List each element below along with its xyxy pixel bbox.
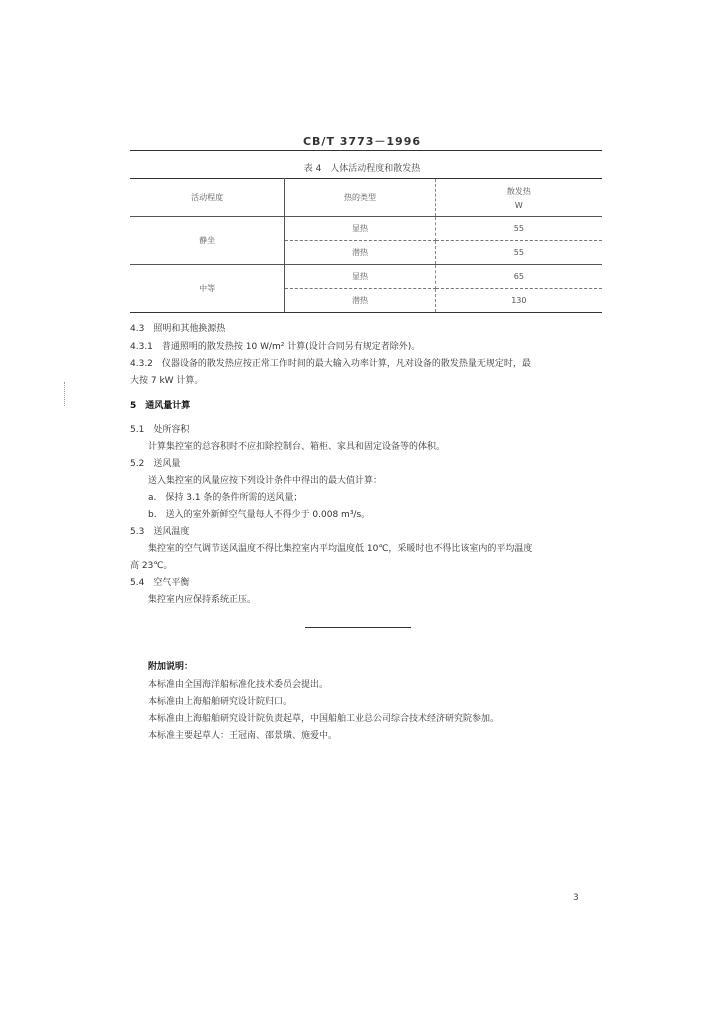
section-5-4: 5.4 空气平衡 (130, 578, 190, 588)
col-heat-header (435, 179, 602, 217)
notes-line: 本标准主要起草人：王冠南、邵景璜、施爱中。 (148, 731, 338, 741)
end-separator (305, 627, 411, 628)
val-sitting-2: 55 (435, 241, 602, 265)
section-5-3-body-cont: 高 23℃。 (130, 561, 173, 571)
type-moderate-1: 显热 (285, 265, 435, 289)
table-caption: 表 4 人体活动程度和散发热 (303, 164, 421, 174)
section-4-3-2: 4.3.2 仪器设备的散发热应按正常工作时间的最大输入功率计算，凡对设备的散发热量无规定时，最 (130, 359, 531, 369)
type-sitting-2: 潜热 (285, 241, 435, 265)
col-heat-type-header: 热的类型 (285, 179, 435, 217)
header-rule (130, 150, 602, 151)
section-4-3-2-cont: 大按 7 kW 计算。 (130, 376, 204, 386)
notes-line: 本标准由全国海洋船标准化技术委员会提出。 (148, 680, 329, 690)
section-5-2-b: b. 送入的室外新鲜空气量每人不得少于 0.008 m³/s。 (148, 510, 371, 520)
activity-moderate: 中等 (130, 265, 285, 313)
notes-line: 本标准由上海船舶研究设计院归口。 (148, 697, 293, 707)
section-5-2-body: 送入集控室的风量应按下列设计条件中得出的最大值计算： (148, 476, 383, 486)
activity-sitting: 静坐 (130, 217, 285, 265)
type-moderate-2: 潜热 (285, 289, 435, 313)
type-sitting-1: 显热 (285, 217, 435, 241)
section-5-heading: 5 通风量计算 (130, 401, 191, 411)
notes-title: 附加说明： (148, 662, 194, 672)
heat-table (130, 178, 602, 313)
page-header: CB/T 3773－1996 (302, 135, 422, 148)
section-5-1-body: 计算集控室的总容积时不应扣除控制台、箱柜、家具和固定设备等的体积。 (148, 442, 446, 452)
margin-mark (64, 382, 68, 406)
section-4-3-1: 4.3.1 普通照明的散发热按 10 W/m² 计算(设计合同另有规定者除外)。 (130, 342, 421, 352)
section-5-3: 5.3 送风温度 (130, 527, 190, 537)
val-sitting-1: 55 (435, 217, 602, 241)
section-5-2: 5.2 送风量 (130, 459, 181, 469)
val-moderate-2: 130 (435, 289, 602, 313)
col-heat-label: 散发热 (506, 186, 531, 196)
notes-line: 本标准由上海船舶研究设计院负责起草，中国船舶工业总公司综合技术经济研究院参加。 (148, 714, 500, 724)
section-4-3: 4.3 照明和其他换源热 (130, 324, 226, 334)
col-heat-unit: W (514, 200, 523, 210)
section-5-1: 5.1 处所容积 (130, 425, 190, 435)
page-number: 3 (573, 893, 579, 903)
col-activity-header: 活动程度 (130, 179, 285, 217)
section-5-4-body: 集控室内应保持系统正压。 (148, 595, 257, 605)
val-moderate-1: 65 (435, 265, 602, 289)
section-5-3-body: 集控室的空气调节送风温度不得比集控室内平均温度低 10℃，采暖时也不得比该室内的平均温度 (148, 544, 533, 554)
section-5-2-a: a. 保持 3.1 条的条件所需的送风量； (148, 493, 303, 503)
